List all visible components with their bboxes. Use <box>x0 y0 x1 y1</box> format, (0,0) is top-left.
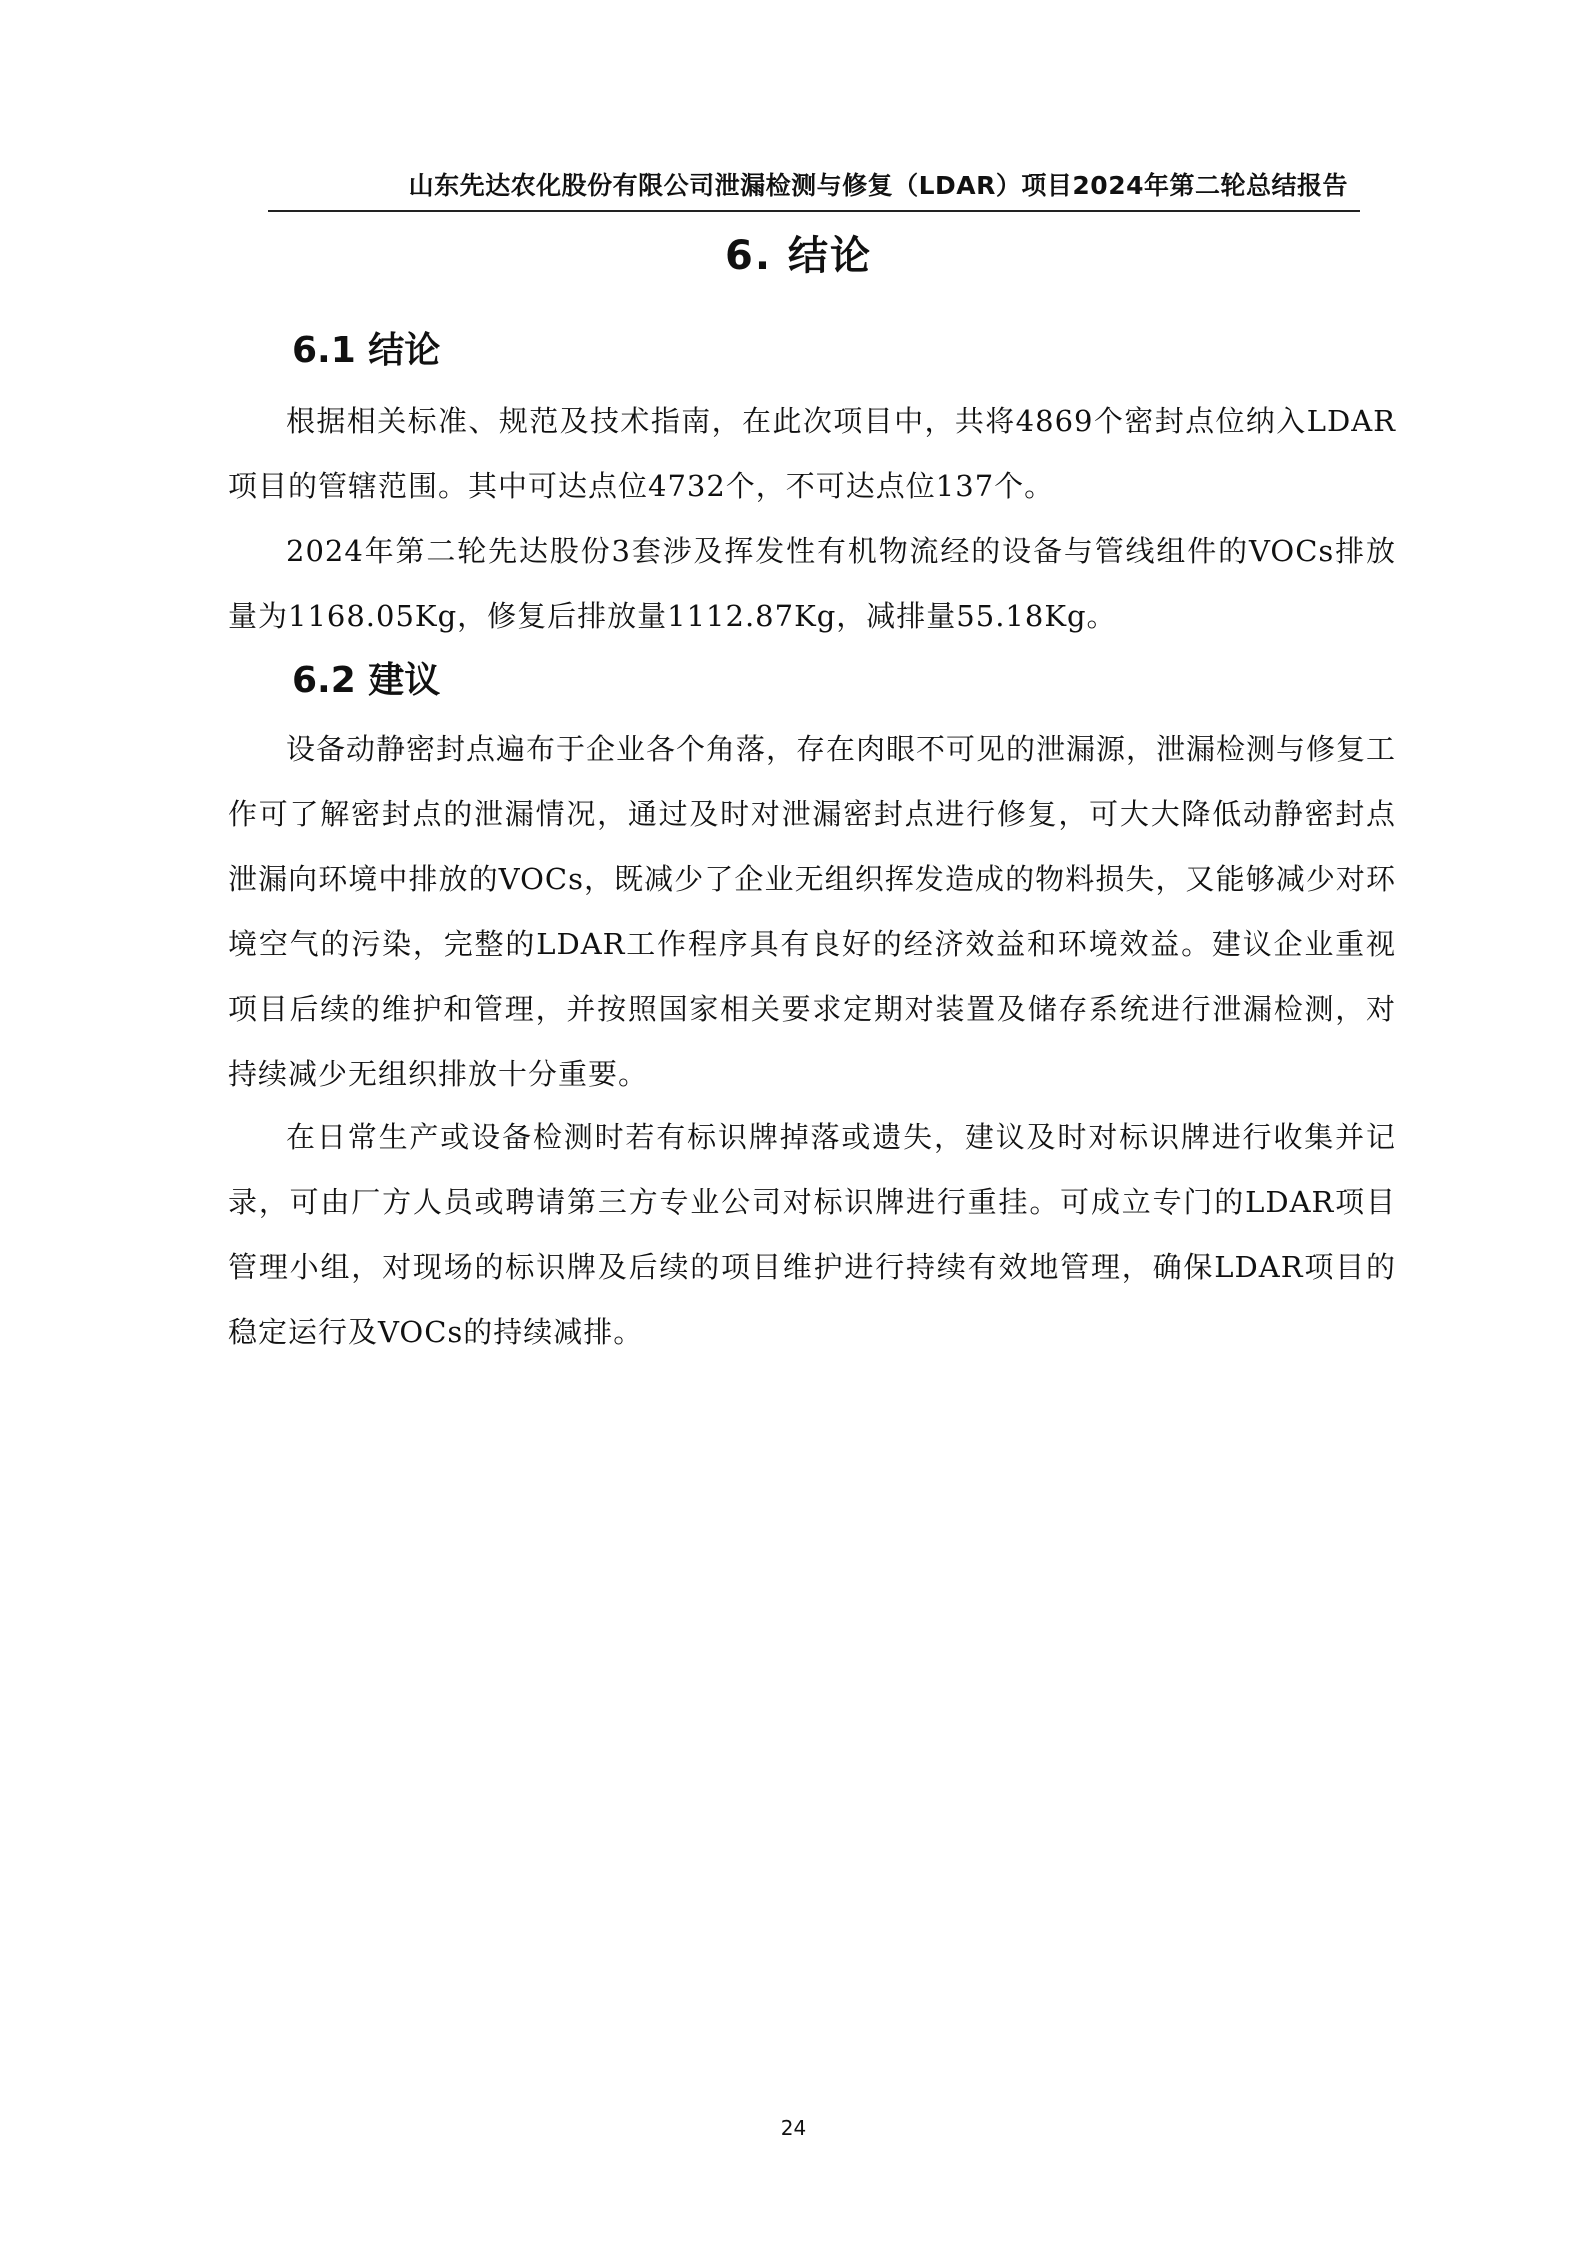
section-title-conclusion: 6.1 结论 <box>292 330 441 371</box>
chapter-title: 6. 结论 <box>725 233 872 279</box>
section-title-suggestions: 6.2 建议 <box>292 660 441 701</box>
page-header <box>268 152 1360 212</box>
paragraph-suggestion-maintenance: 设备动静密封点遍布于企业各个角落，存在肉眼不可见的泄漏源，泄漏检测与修复工作可了解密封点的泄漏情况，通过及时对泄漏密封点进行修复，可大大降低动静密封点泄漏向环境中排放的VOCs，既减少了企业无组织挥发造成的物料损失，又能够减少对环境空气的污染，完整的LDAR工作程序具有良好的经济效益和环境效益。建议企业重视项目后续的维护和管理，并按照国家相关要求定期对装置及储存系统进行泄漏检测，对持续减少无组织排放十分重要。 <box>228 732 1397 1091</box>
page-number: 24 <box>780 2116 807 2140</box>
paragraph-suggestion-tags: 在日常生产或设备检测时若有标识牌掉落或遗失，建议及时对标识牌进行收集并记录，可由厂方人员或聘请第三方专业公司对标识牌进行重挂。可成立专门的LDAR项目管理小组，对现场的标识牌及后续的项目维护进行持续有效地管理，确保LDAR项目的稳定运行及VOCs的持续减排。 <box>228 1120 1396 1349</box>
paragraph-conclusion-emissions: 2024年第二轮先达股份3套涉及挥发性有机物流经的设备与管线组件的VOCs排放量为1168.05Kg，修复后排放量1112.87Kg，减排量55.18Kg。 <box>228 534 1396 633</box>
header-title: 山东先达农化股份有限公司泄漏检测与修复（LDAR）项目2024年第二轮总结报告 <box>408 171 1348 200</box>
paragraph-conclusion-scope: 根据相关标准、规范及技术指南，在此次项目中，共将4869个密封点位纳入LDAR项目的管辖范围。其中可达点位4732个，不可达点位137个。 <box>228 404 1396 503</box>
